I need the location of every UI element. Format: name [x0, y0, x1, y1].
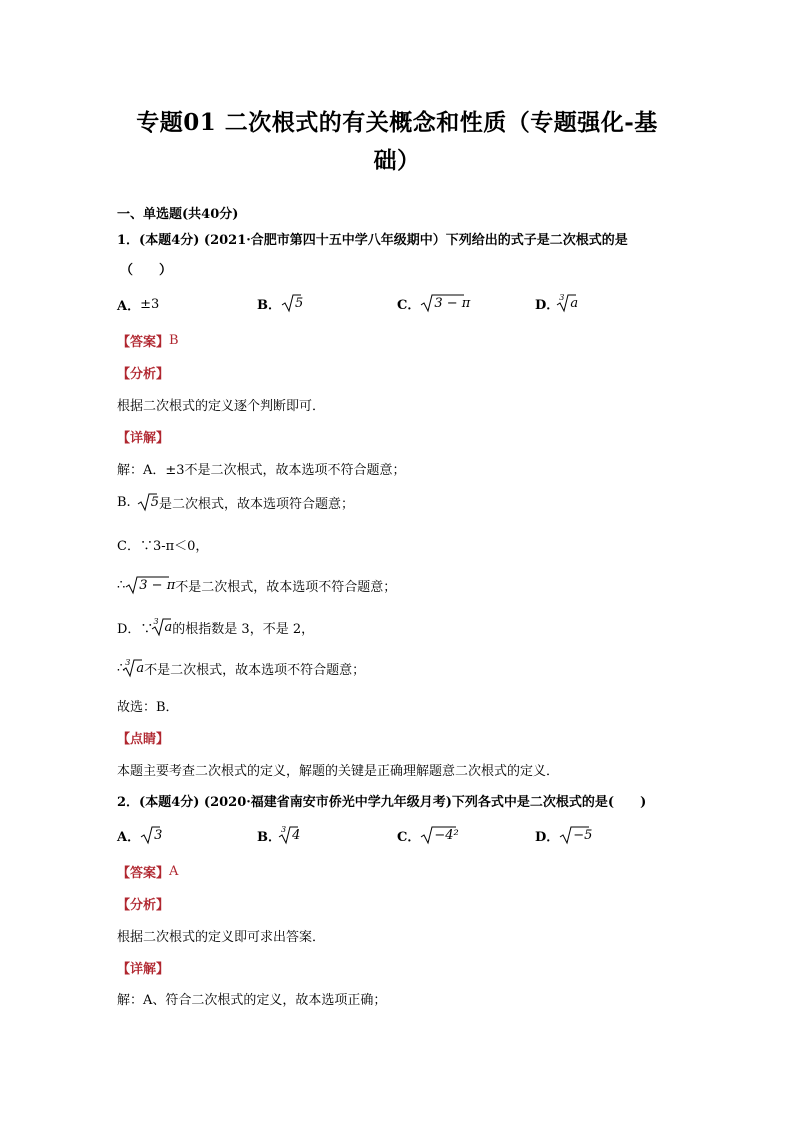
therefore-symbol: ∴ — [117, 577, 126, 593]
q1-note-tag: 【点睛】 — [117, 732, 170, 747]
q1-detail-line4 — [117, 575, 396, 595]
q2-option-c — [397, 825, 459, 845]
q1-note: 本题主要考查二次根式的定义，解题的关键是正确理解题意二次根式的定义． — [117, 764, 560, 779]
page-title-line2: 础） — [373, 147, 421, 174]
radical-sign-icon — [420, 293, 464, 313]
q1-detail-line5 — [117, 617, 314, 637]
q1-analysis: 根据二次根式的定义逐个判断即可． — [117, 399, 326, 414]
option-label: B． — [257, 829, 281, 845]
radical-sign-icon — [137, 492, 157, 512]
radical-sign-icon — [559, 825, 589, 845]
radicand: 5 — [150, 494, 159, 510]
q2-analysis: 根据二次根式的定义即可求出答案． — [117, 930, 326, 945]
answer-tag: 【答案】 — [117, 335, 170, 350]
radical-sign-icon — [140, 825, 163, 845]
detail-suffix: 是二次根式，故本选项符合题意； — [158, 496, 354, 512]
q1-option-a — [117, 295, 159, 314]
q1-option-c — [397, 293, 470, 313]
radical-sign-icon — [278, 825, 301, 845]
q2-analysis-tag: 【分析】 — [117, 898, 170, 913]
radicand: a — [570, 295, 579, 311]
radicand: a — [164, 619, 173, 635]
q1-paren: （ ） — [120, 263, 173, 278]
q2-stem: 2．(本题4分) (2020·福建省南安市侨光中学九年级月考)下列各式中是二次根式的是( ) — [117, 795, 647, 810]
option-label: A． — [117, 299, 141, 314]
option-label: C． — [397, 297, 421, 313]
radicand: −5 — [573, 827, 593, 843]
radicand: a — [136, 660, 145, 676]
q2-option-b — [257, 825, 300, 845]
radicand: −4² — [434, 827, 459, 843]
q1-option-b — [257, 293, 303, 313]
radical-sign-icon — [556, 293, 579, 313]
answer-value: B — [169, 333, 179, 348]
answer-tag: 【答案】 — [117, 866, 170, 881]
option-label: A． — [117, 829, 141, 845]
radical-sign-icon — [281, 293, 304, 313]
q1-stem: 1．(本题4分) (2021·合肥市第四十五中学八年级期中）下列给出的式子是二次根式的是 — [117, 233, 628, 248]
detail-prefix: D．∵ — [117, 621, 154, 637]
option-label: D． — [535, 297, 560, 313]
radicand: 3 — [154, 827, 163, 843]
q1-detail-tag: 【详解】 — [117, 431, 170, 446]
therefore-symbol: ∴ — [117, 660, 126, 676]
detail-prefix: B. — [117, 494, 131, 510]
radical-sign-icon — [420, 825, 459, 845]
q1-option-d — [535, 293, 578, 313]
q1-answer — [117, 331, 179, 350]
q2-option-d — [535, 825, 592, 845]
option-label: D． — [535, 829, 560, 845]
q1-analysis-tag: 【分析】 — [117, 367, 170, 382]
radicand: 5 — [295, 295, 304, 311]
q2-detail-line1: 解：A、符合二次根式的定义，故本选项正确； — [117, 993, 387, 1008]
root-index: 3 — [559, 292, 565, 302]
q1-detail-line7: 故选：B． — [117, 700, 179, 715]
radicand: 3 − π — [434, 295, 471, 311]
radical-sign-icon — [122, 658, 145, 678]
option-text: ±3 — [140, 297, 160, 312]
detail-suffix: 不是二次根式，故本选项不符合题意； — [144, 662, 366, 678]
radicand: 4 — [292, 827, 301, 843]
q1-detail-line3: C．∵3-π＜0， — [117, 539, 209, 554]
q1-detail-line2 — [117, 492, 354, 512]
detail-suffix: 的根指数是 3，不是 2， — [172, 621, 315, 637]
radical-sign-icon — [151, 617, 171, 637]
q2-option-a — [117, 825, 162, 845]
page-title-line1: 专题01 二次根式的有关概念和性质（专题强化-基 — [136, 109, 658, 136]
detail-suffix: 不是二次根式，故本选项不符合题意； — [175, 579, 397, 595]
radical-sign-icon — [125, 575, 169, 595]
root-index: 3 — [153, 616, 159, 626]
answer-value: A — [169, 864, 179, 879]
radicand: 3 − π — [139, 577, 176, 593]
option-label: B． — [257, 297, 281, 313]
q1-detail-line1: 解：A．±3不是二次根式，故本选项不符合题意； — [117, 463, 406, 478]
q2-detail-tag: 【详解】 — [117, 962, 170, 977]
q2-answer — [117, 862, 178, 881]
section-heading: 一、单选题(共40分) — [117, 207, 239, 222]
root-index: 3 — [281, 824, 287, 834]
option-label: C． — [397, 829, 421, 845]
root-index: 3 — [125, 657, 131, 667]
q1-detail-line6 — [117, 658, 365, 678]
